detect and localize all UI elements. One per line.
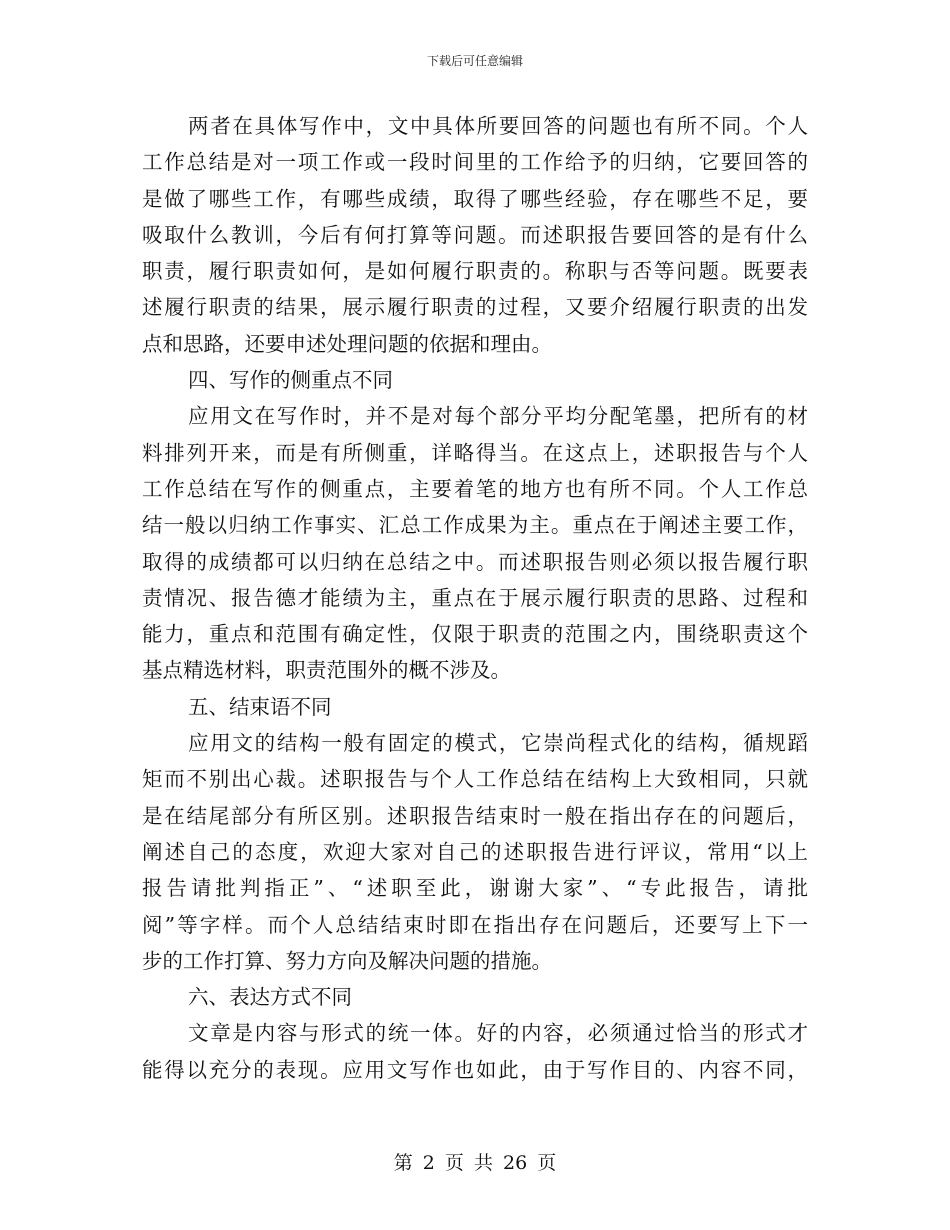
text-line: 述履行职责的结果，展示履行职责的过程，又要介绍履行职责的出发 (142, 295, 808, 320)
text-line: 能力，重点和范围有确定性，仅限于职责的范围之内，围绕职责这个 (142, 622, 808, 647)
text-line: 六、表达方式不同 (188, 985, 352, 1010)
text-line: 应用文在写作时，并不是对每个部分平均分配笔墨，把所有的材 (188, 404, 808, 429)
text-line: 应用文的结构一般有固定的模式，它崇尚程式化的结构，循规蹈 (188, 731, 808, 756)
text-line: 是做了哪些工作，有哪些成绩，取得了哪些经验，存在哪些不足，要 (142, 186, 808, 211)
text-line: 工作总结在写作的侧重点，主要着笔的地方也有所不同。个人工作总 (142, 476, 808, 501)
text-line: 步的工作打算、努力方向及解决问题的措施。 (142, 948, 552, 973)
text-line: 取得的成绩都可以归纳在总结之中。而述职报告则必须以报告履行职 (142, 549, 808, 574)
text-line: 工作总结是对一项工作或一段时间里的工作给予的归纳，它要回答的 (142, 150, 808, 175)
text-line: 报告请批判指正”、“述职至此，谢谢大家”、“专此报告，请批 (142, 876, 808, 901)
text-line: 点和思路，还要申述处理问题的依据和理由。 (142, 331, 552, 356)
document-body (142, 108, 808, 1088)
text-line: 两者在具体写作中，文中具体所要回答的问题也有所不同。个人 (188, 114, 808, 138)
text-line: 职责，履行职责如何，是如何履行职责的。称职与否等问题。既要表 (142, 259, 808, 284)
text-line: 责情况、报告德才能绩为主，重点在于展示履行职责的思路、过程和 (142, 585, 808, 610)
text-line: 吸取什么教训，今后有何打算等问题。而述职报告要回答的是有什么 (142, 222, 808, 247)
text-line: 基点精选材料，职责范围外的概不涉及。 (142, 658, 511, 683)
text-line: 阅”等字样。而个人总结结束时即在指出存在问题后，还要写上下一 (142, 912, 808, 937)
text-line: 四、写作的侧重点不同 (188, 368, 393, 393)
text-line: 是在结尾部分有所区别。述职报告结束时一般在指出存在的问题后， (142, 803, 808, 828)
page-header: 下载后可任意编辑 (426, 54, 523, 68)
text-line: 料排列开来，而是有所侧重，详略得当。在这点上，述职报告与个人 (142, 440, 808, 465)
text-line: 文章是内容与形式的统一体。好的内容，必须通过恰当的形式才 (188, 1021, 808, 1046)
page-number-footer: 第 2 页 共 26 页 (393, 1152, 557, 1174)
text-line: 五、结束语不同 (188, 694, 332, 719)
text-line: 能得以充分的表现。应用文写作也如此，由于写作目的、内容不同， (142, 1057, 808, 1082)
text-line: 矩而不别出心裁。述职报告与个人工作总结在结构上大致相同，只就 (142, 767, 808, 792)
text-line: 结一般以归纳工作事实、汇总工作成果为主。重点在于阐述主要工作， (142, 513, 808, 538)
text-line: 阐述自己的态度，欢迎大家对自己的述职报告进行评议，常用“以上 (142, 839, 808, 864)
